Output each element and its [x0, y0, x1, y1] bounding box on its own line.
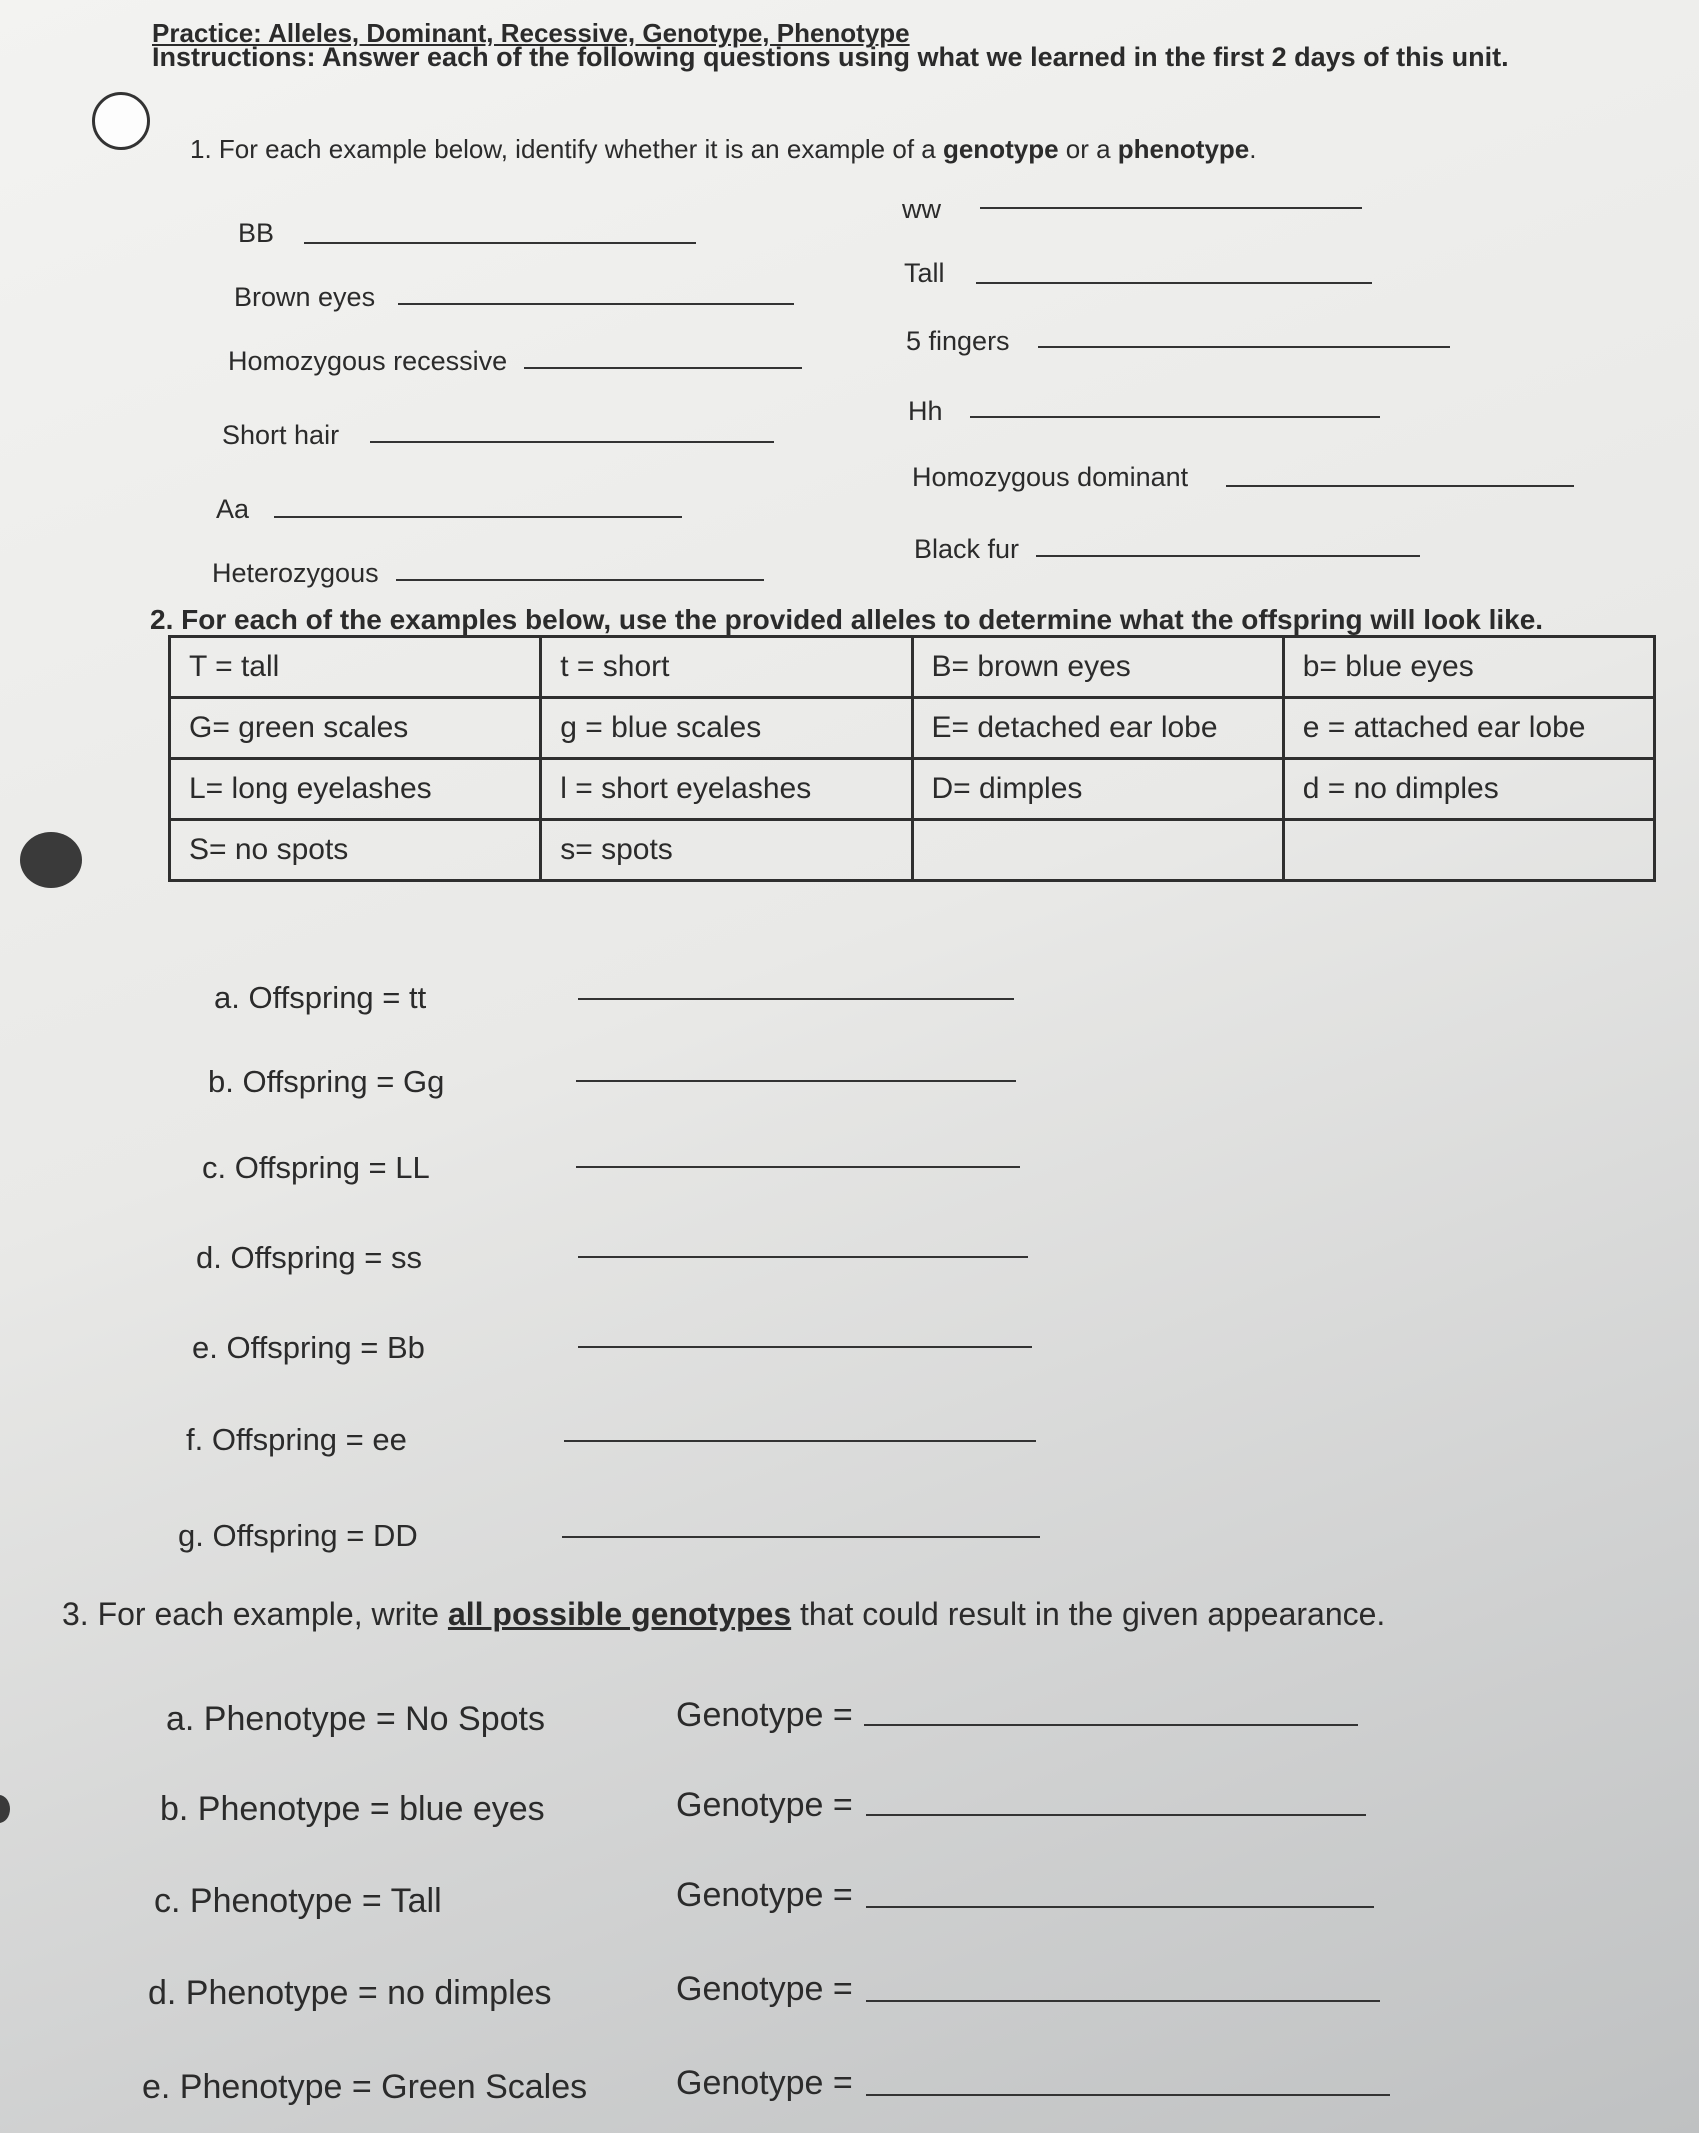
q2-item: e. Offspring = Bb: [192, 1330, 425, 1365]
q1-answer-blank[interactable]: [396, 579, 764, 581]
q3-phenotype: d. Phenotype = no dimples: [148, 1974, 552, 2012]
q1-right-item: 5 fingers: [906, 326, 1010, 356]
q1-right-item: Tall: [904, 258, 945, 288]
q1-left-item: Aa: [216, 494, 250, 524]
q3-prompt-start: 3. For each example, write: [62, 1596, 448, 1632]
q3-phenotype: a. Phenotype = No Spots: [166, 1700, 545, 1738]
q1-answer-blank[interactable]: [370, 441, 774, 443]
q3-genotype-label: Genotype =: [676, 1970, 853, 2008]
q1-answer-blank[interactable]: [976, 282, 1372, 284]
q1-answer-blank[interactable]: [1226, 485, 1574, 487]
q3-answer-blank[interactable]: [866, 2094, 1390, 2096]
q3-prompt-emphasis: all possible genotypes: [447, 1596, 792, 1632]
q3-phenotype: b. Phenotype = blue eyes: [160, 1790, 545, 1828]
q2-answer-blank[interactable]: [576, 1080, 1016, 1082]
q3-answer-blank[interactable]: [866, 1906, 1374, 1908]
q2-item: a. Offspring = tt: [214, 980, 427, 1015]
q1-answer-blank[interactable]: [398, 303, 794, 305]
q1-prompt-start: 1. For each example below, identify whether it is an example of a: [190, 134, 943, 164]
q3-genotype-label: Genotype =: [676, 1876, 853, 1914]
q1-prompt-mid: or a: [1058, 134, 1118, 164]
q1-right-item: Hh: [908, 396, 943, 426]
q1-right-item: ww: [902, 194, 941, 224]
q1-prompt-phenotype: phenotype: [1117, 134, 1250, 164]
q2-answer-blank[interactable]: [578, 998, 1014, 1000]
allele-cell: [1283, 820, 1654, 881]
q1-answer-blank[interactable]: [1038, 346, 1450, 348]
allele-cell: d = no dimples: [1283, 759, 1654, 820]
allele-cell: b= blue eyes: [1283, 637, 1654, 698]
q1-answer-blank[interactable]: [970, 416, 1380, 418]
q3-answer-blank[interactable]: [866, 1814, 1366, 1816]
q2-item: f. Offspring = ee: [186, 1422, 407, 1457]
allele-table-row: [170, 820, 1655, 881]
q3-answer-blank[interactable]: [866, 2000, 1380, 2002]
allele-cell: T = tall: [170, 637, 541, 698]
binder-hole-middle: [20, 832, 82, 888]
q2-answer-blank[interactable]: [576, 1166, 1020, 1168]
allele-cell: e = attached ear lobe: [1283, 698, 1654, 759]
allele-cell: D= dimples: [912, 759, 1283, 820]
q2-item: g. Offspring = DD: [178, 1518, 418, 1553]
q3-prompt: [62, 1596, 1385, 1633]
allele-table-row: [170, 698, 1655, 759]
q3-answer-blank[interactable]: [864, 1724, 1358, 1726]
q1-left-item: Heterozygous: [212, 558, 379, 588]
allele-table-row: [170, 637, 1655, 698]
allele-cell: s= spots: [541, 820, 912, 881]
q2-item: d. Offspring = ss: [196, 1240, 423, 1275]
q1-answer-blank[interactable]: [274, 516, 682, 518]
allele-cell: [912, 820, 1283, 881]
q1-left-item: Short hair: [222, 420, 340, 450]
binder-hole-top: [92, 92, 150, 150]
q1-answer-blank[interactable]: [524, 367, 802, 369]
q1-answer-blank[interactable]: [1036, 555, 1420, 557]
q1-prompt-end: .: [1249, 134, 1257, 164]
q1-right-item: Black fur: [914, 534, 1020, 564]
q2-item: c. Offspring = LL: [202, 1150, 430, 1185]
allele-cell: S= no spots: [170, 820, 541, 881]
q1-answer-blank[interactable]: [980, 207, 1362, 209]
binder-hole-edge: [0, 1795, 10, 1823]
q1-left-item: BB: [238, 218, 275, 248]
q1-left-item: Homozygous recessive: [228, 346, 508, 376]
q2-answer-blank[interactable]: [564, 1440, 1036, 1442]
allele-table: [168, 635, 1656, 882]
allele-cell: E= detached ear lobe: [912, 698, 1283, 759]
q2-prompt: 2. For each of the examples below, use the provided alleles to determine what the offspring will look like.: [150, 604, 1544, 635]
worksheet-title: Practice: Alleles, Dominant, Recessive, Genotype, Phenotype: [152, 18, 910, 48]
q2-answer-blank[interactable]: [562, 1536, 1040, 1538]
allele-table-row: [170, 759, 1655, 820]
q1-prompt-genotype: genotype: [942, 134, 1059, 164]
q1-right-item: Homozygous dominant: [912, 462, 1189, 492]
q1-prompt: [190, 134, 1256, 165]
q3-genotype-label: Genotype =: [676, 1786, 853, 1824]
q2-answer-blank[interactable]: [578, 1346, 1032, 1348]
allele-cell: G= green scales: [170, 698, 541, 759]
allele-cell: g = blue scales: [541, 698, 912, 759]
allele-cell: L= long eyelashes: [170, 759, 541, 820]
allele-cell: t = short: [541, 637, 912, 698]
q3-genotype-label: Genotype =: [676, 1696, 853, 1734]
q3-phenotype: e. Phenotype = Green Scales: [142, 2068, 588, 2106]
q3-prompt-end: that could result in the given appearance.: [791, 1596, 1386, 1632]
q3-phenotype: c. Phenotype = Tall: [154, 1882, 442, 1920]
q2-answer-blank[interactable]: [578, 1256, 1028, 1258]
q1-answer-blank[interactable]: [304, 242, 696, 244]
allele-cell: B= brown eyes: [912, 637, 1283, 698]
q3-genotype-label: Genotype =: [676, 2064, 853, 2102]
q2-item: b. Offspring = Gg: [208, 1064, 445, 1099]
instructions: Instructions: Answer each of the following questions using what we learned in the first 2 days of this unit.: [152, 42, 1509, 72]
q1-left-item: Brown eyes: [234, 282, 376, 312]
allele-cell: l = short eyelashes: [541, 759, 912, 820]
